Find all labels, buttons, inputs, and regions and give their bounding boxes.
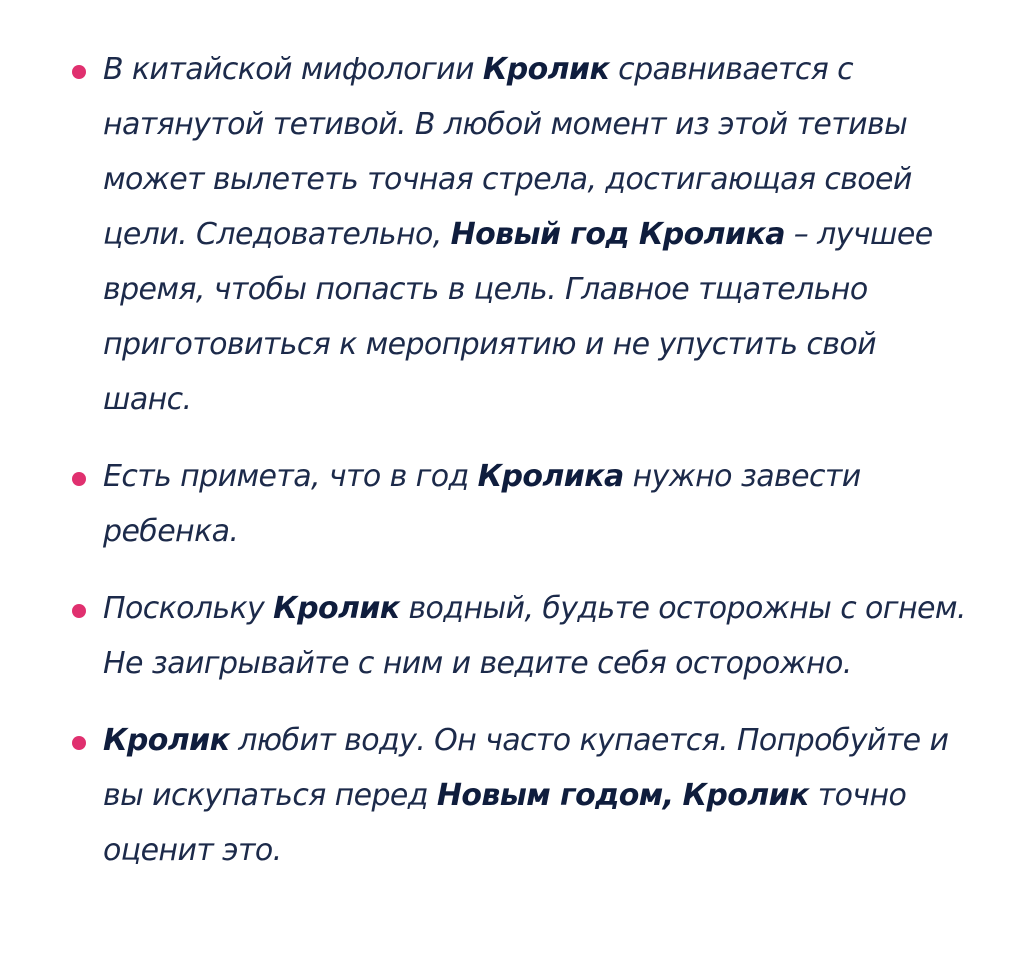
item-text	[103, 459, 861, 549]
bullet-dot-icon	[72, 472, 86, 486]
bold-keyword: Новым годом,	[436, 778, 674, 813]
bold-keyword: Новый год Кролика	[450, 217, 785, 252]
text-segment: точно оценит это.	[103, 778, 907, 868]
bullet-dot-icon	[72, 736, 86, 750]
text-segment: Есть примета, что в год	[103, 459, 478, 494]
list-item	[70, 449, 970, 559]
list-item	[70, 42, 970, 427]
text-segment: Поскольку	[103, 591, 274, 626]
bold-keyword: Кролик	[482, 52, 610, 87]
bold-keyword: Кролика	[477, 459, 624, 494]
item-text	[103, 52, 933, 417]
bullet-dot-icon	[72, 604, 86, 618]
item-text	[103, 591, 966, 681]
text-segment: нужно завести ребенка.	[103, 459, 861, 549]
bold-keyword: Кролик	[103, 723, 230, 758]
text-segment: – лучшее время, чтобы попасть в цель. Главное тщательно приготовиться к мероприятию и не упустить свой шанс.	[103, 217, 933, 417]
list-item	[70, 581, 970, 691]
list-item	[70, 713, 970, 878]
bullet-list	[70, 42, 970, 900]
text-segment: любит воду. Он часто купается. Попробуйте и вы искупаться перед	[103, 723, 949, 813]
item-text	[103, 723, 948, 868]
bold-keyword: Кролик	[273, 591, 400, 626]
text-segment: сравнивается с натянутой тетивой. В любой момент из этой тетивы может вылететь точная стрела, достигающая своей цели. Следовательно,	[103, 52, 912, 252]
text-segment: водный, будьте осторожны с огнем. Не заигрывайте с ним и ведите себя осторожно.	[103, 591, 966, 681]
bold-keyword: Кролик	[682, 778, 809, 813]
bullet-dot-icon	[72, 65, 86, 79]
text-segment: В китайской мифологии	[103, 52, 483, 87]
